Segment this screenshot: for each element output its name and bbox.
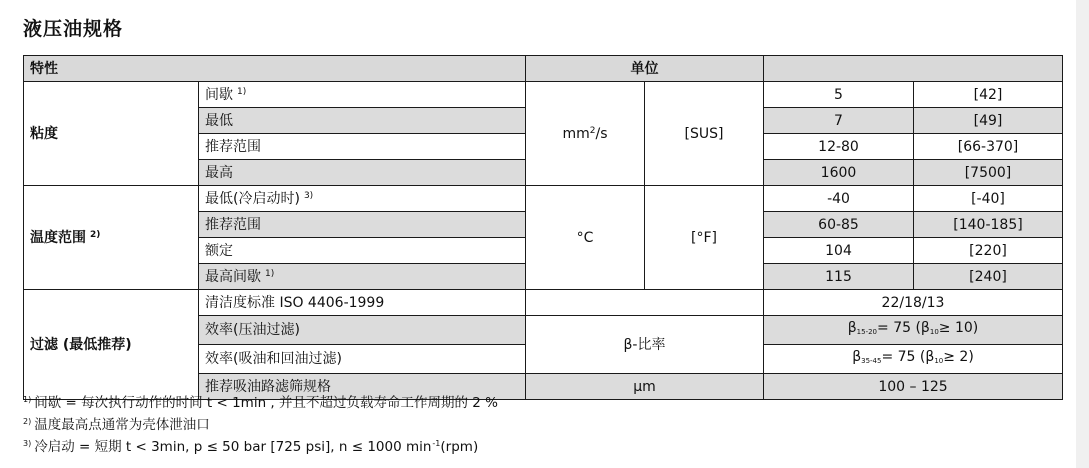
row-value: -40 [764, 186, 914, 212]
row-name: 最低 [199, 108, 526, 134]
row-value-alt: [42] [914, 82, 1063, 108]
row-value-alt: [49] [914, 108, 1063, 134]
footnote-3: $^{3)}$ 冷启动 = 短期 t < 3min, p ≤ 50 bar [725 psi], n ≤ 1000 $\min^{-1}(rpm)$ [23, 439, 479, 455]
row-name: 额定 [199, 238, 526, 264]
row-value-alt: [66-370] [914, 134, 1063, 160]
scrollbar-track [1076, 0, 1089, 468]
efficiency-unit: β-比率 [526, 316, 764, 374]
row-name: 推荐范围 [199, 134, 526, 160]
row-value: $\beta_{15-20}= 75$ $(\beta_{10}\ge 10)$ [764, 316, 1063, 345]
mesh-unit: µm [526, 374, 764, 400]
temperature-label: 温度范围 $^{2)}$ [24, 186, 199, 290]
row-value: 7 [764, 108, 914, 134]
row-value-alt: [7500] [914, 160, 1063, 186]
row-value: $\beta_{35-45}= 75$ $(\beta_{10}\ge 2)$ [764, 345, 1063, 374]
row-value: 5 [764, 82, 914, 108]
footnote-1: $^{1)}$ 间歇 = 每次执行动作的时间 t < 1min , 并且不超过负载寿命工作周期的 2 % [23, 395, 499, 411]
header-unit: 单位 [526, 56, 764, 82]
viscosity-unit-alt: [SUS] [645, 82, 764, 186]
table-row [24, 186, 1063, 212]
header-value [764, 56, 1063, 82]
viscosity-unit: $mm^2/s$ [526, 82, 645, 186]
footnote-2: $^{2)}$ 温度最高点通常为壳体泄油口 [23, 417, 210, 433]
table-row [24, 82, 1063, 108]
row-name: 最高间歇 $^{1)}$ [199, 264, 526, 290]
row-name: 最高 [199, 160, 526, 186]
row-value: 100 – 125 [764, 374, 1063, 400]
row-value-alt: [240] [914, 264, 1063, 290]
row-name: 效率(吸油和回油过滤) [199, 345, 526, 374]
row-value: 104 [764, 238, 914, 264]
row-value: 115 [764, 264, 914, 290]
filtration-label: 过滤 (最低推荐) [24, 290, 199, 400]
row-name: 推荐范围 [199, 212, 526, 238]
row-value-alt: [220] [914, 238, 1063, 264]
table-row [24, 290, 1063, 316]
temperature-unit-alt: [°F] [645, 186, 764, 290]
row-unit-empty [526, 290, 764, 316]
row-value-alt: [140-185] [914, 212, 1063, 238]
page-title: 液压油规格 [23, 18, 124, 40]
row-value: 22/18/13 [764, 290, 1063, 316]
row-value-alt: [-40] [914, 186, 1063, 212]
row-name: 效率(压油过滤) [199, 316, 526, 345]
row-value: 60-85 [764, 212, 914, 238]
row-name: 清洁度标准 ISO 4406-1999 [199, 290, 526, 316]
row-name: 推荐吸油路滤筛规格 [199, 374, 526, 400]
row-value: 1600 [764, 160, 914, 186]
temperature-unit: °C [526, 186, 645, 290]
table-header-row [24, 56, 1063, 82]
row-name: 间歇 $^{1)}$ [199, 82, 526, 108]
spec-table [23, 55, 1063, 400]
viscosity-label: 粘度 [24, 82, 199, 186]
header-property: 特性 [24, 56, 526, 82]
row-name: 最低(冷启动时) $^{3)}$ [199, 186, 526, 212]
row-value: 12-80 [764, 134, 914, 160]
